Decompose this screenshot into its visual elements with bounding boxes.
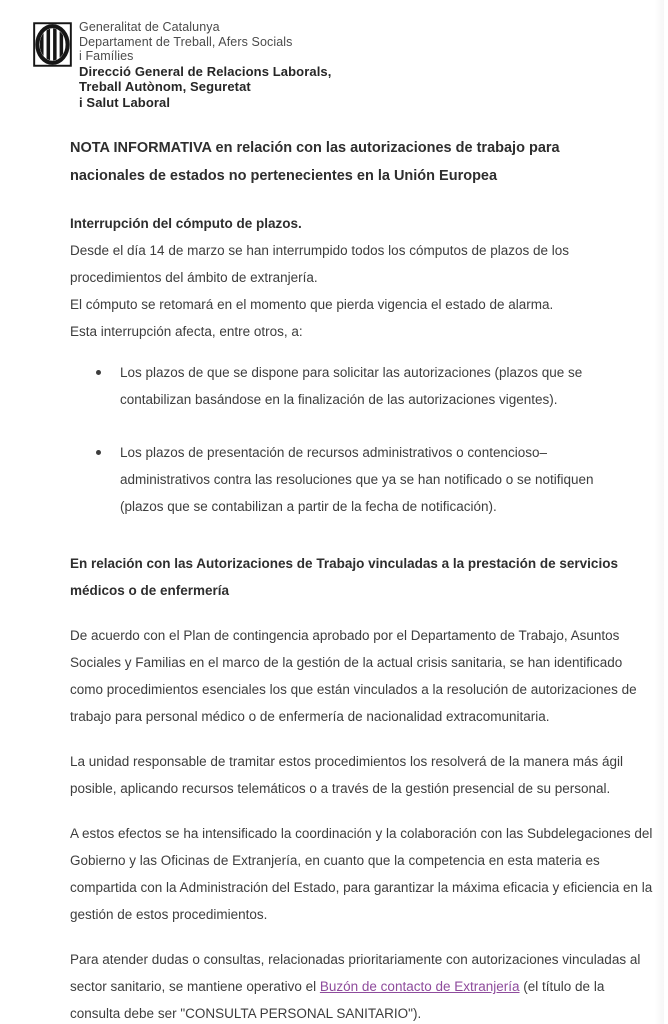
bullet-item-recursos: Los plazos de presentación de recursos administrativos o contencioso–administrativos contra las resoluciones que ya se han notificado o se notifiquen (plazos que se contabilizan a partir de la fecha de notificación). bbox=[70, 439, 640, 520]
extranjeria-contact-link[interactable]: Buzón de contacto de Extranjería bbox=[319, 979, 520, 994]
paragraph-contacto bbox=[70, 946, 658, 1024]
org-name-line: Generalitat de Catalunya bbox=[79, 20, 220, 34]
org-dept-line-2: i Famílies bbox=[79, 49, 134, 63]
plazos-bullet-list bbox=[70, 359, 640, 520]
document-body bbox=[0, 134, 660, 1024]
document-title: NOTA INFORMATIVA en relación con las autorizaciones de trabajo para nacionales de estados no pertenecientes en la Unión Europea bbox=[70, 140, 560, 184]
paragraph-plazos-1: Desde el día 14 de marzo se han interrumpido todos los cómputos de plazos de los procedimientos del ámbito de extranjería. bbox=[70, 243, 570, 285]
direction-line-3: i Salut Laboral bbox=[79, 94, 171, 110]
direction-line-1: Direcció General de Relacions Laborals, bbox=[79, 63, 332, 79]
contact-text-after: (el título de la consulta debe ser "CONSULTA PERSONAL SANITARIO"). bbox=[70, 979, 605, 1021]
paragraph-sanitario-2: La unidad responsable de tramitar estos procedimientos los resolverá de la manera más ágil posible, aplicando recursos telemáticos o a través de la gestión presencial de su personal. bbox=[70, 754, 624, 796]
org-dept-line: Departament de Treball, Afers Socials bbox=[79, 34, 293, 49]
direction-line-2: Treball Autònom, Seguretat bbox=[79, 79, 251, 94]
paragraph-plazos-2: El cómputo se retomará en el momento que pierda vigencia el estado de alarma. bbox=[70, 297, 554, 312]
letterhead bbox=[0, 0, 668, 110]
paragraph-plazos-3: Esta interrupción afecta, entre otros, a: bbox=[70, 324, 303, 339]
section-heading-sanitario: En relación con las Autorizaciones de Trabajo vinculadas a la prestación de servicios médicos o de enfermería bbox=[70, 556, 618, 598]
paragraph-sanitario-3: A estos efectos se ha intensificado la coordinación y la colaboración con las Subdelegaciones del Gobierno y las Oficinas de Extranjería, en cuanto que la competencia en esta materia es compartida con la Administración del Estado, para garantizar la máxima eficacia y eficiencia en la gestión de estos procedimientos. bbox=[70, 826, 653, 922]
generalitat-senyera-icon bbox=[33, 22, 72, 72]
letterhead-text bbox=[79, 20, 331, 110]
contact-text-before: Para atender dudas o consultas, relacionadas prioritariamente con autorizaciones vinculadas al sector sanitario, se mantiene operativo el bbox=[70, 952, 641, 994]
bullet-item-solicitar: Los plazos de que se dispone para solicitar las autorizaciones (plazos que se contabilizan basándose en la finalización de las autorizaciones vigentes). bbox=[70, 359, 640, 413]
paragraph-sanitario-1: De acuerdo con el Plan de contingencia aprobado por el Departamento de Trabajo, Asuntos Sociales y Familias en el marco de la gestión de la actual crisis sanitaria, se han identificado como procedimientos esenciales los que están vinculados a la resolución de autorizaciones de trabajo para personal médico o de enfermería de nacionalidad extracomunitaria. bbox=[70, 628, 637, 724]
section-heading-plazos: Interrupción del cómputo de plazos. bbox=[70, 216, 302, 231]
